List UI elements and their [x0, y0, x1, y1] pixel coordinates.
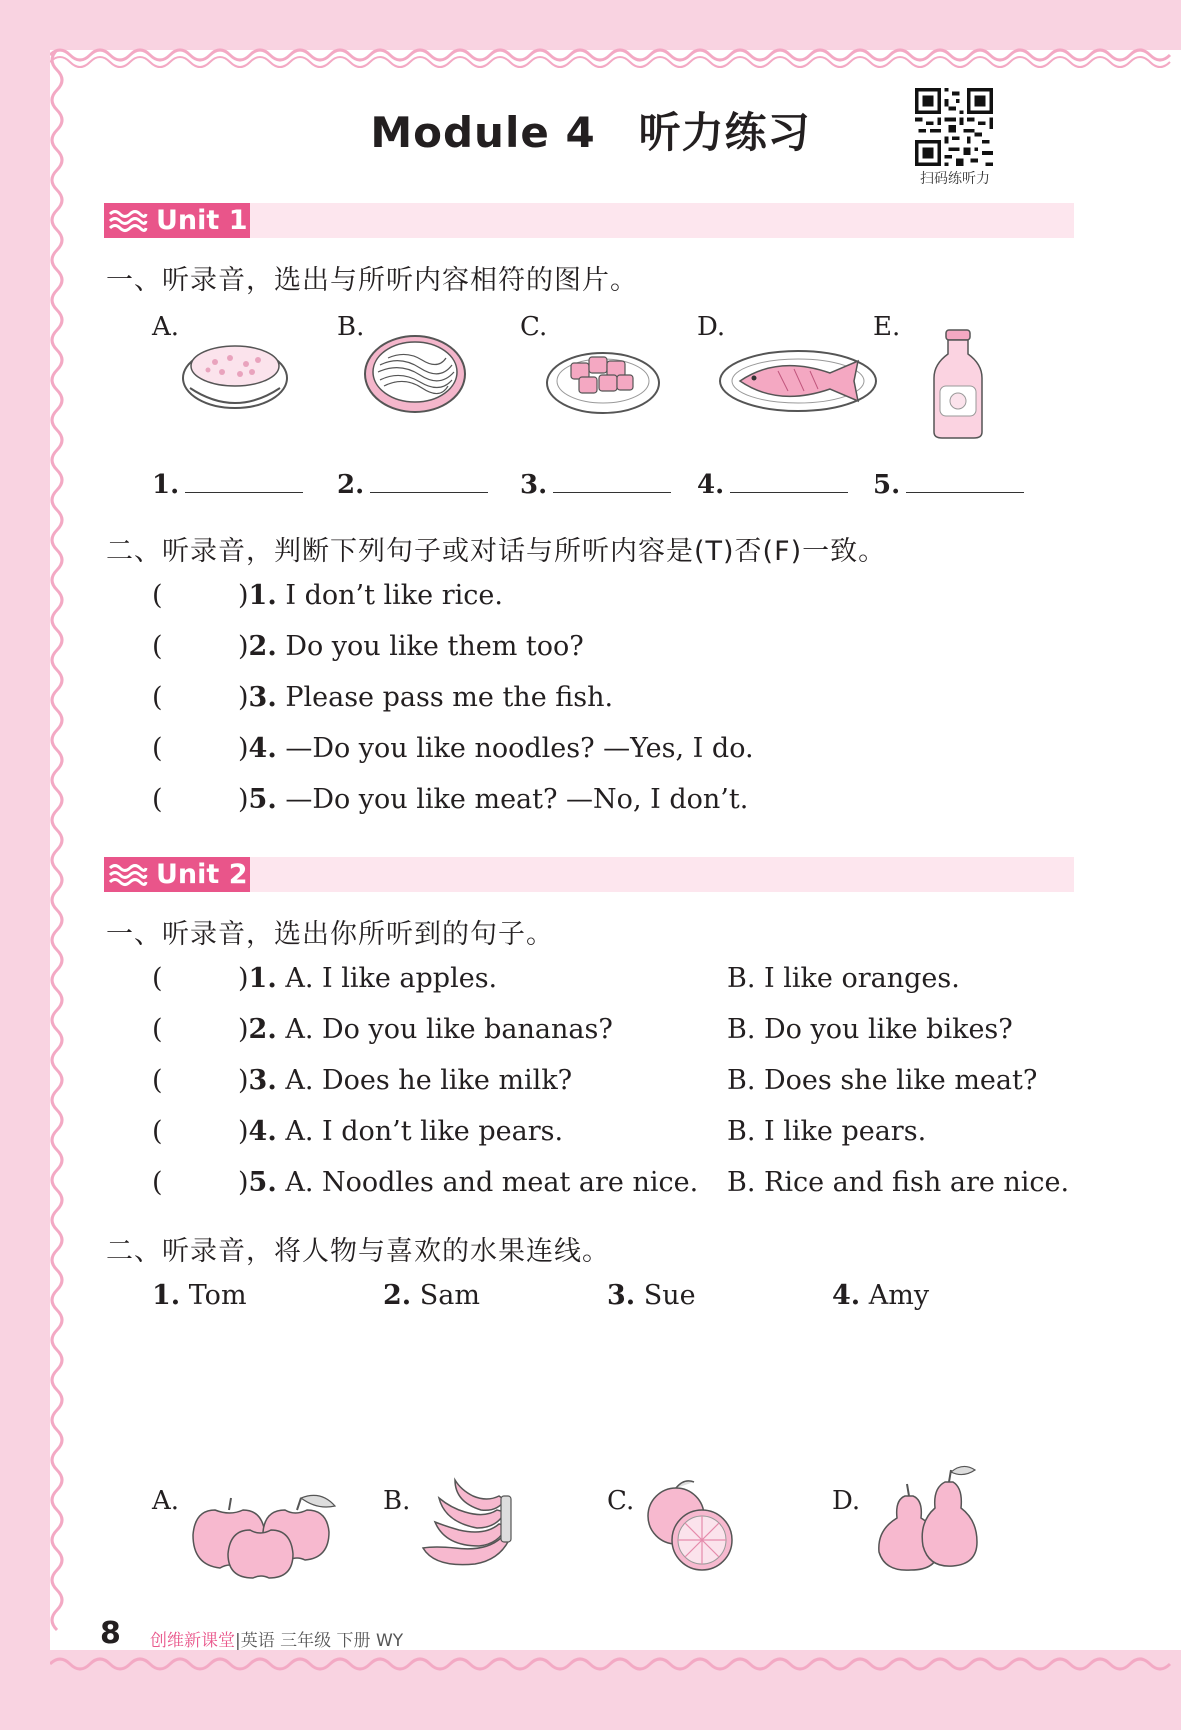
person-label[interactable]: 2. Sam [383, 1280, 480, 1311]
answer-paren[interactable]: ( [152, 733, 163, 764]
tf-item: ( )3. Please pass me the fish. [152, 682, 614, 713]
answer-paren[interactable]: ( [152, 963, 163, 994]
answer-paren[interactable]: ( [152, 1014, 163, 1045]
blank-line[interactable] [906, 472, 1024, 493]
choice-a: A. I like apples. [276, 963, 498, 994]
page-number: 8 [100, 1616, 121, 1651]
item-text: —Do you like meat? —No, I don’t. [276, 784, 749, 815]
apples-icon[interactable] [185, 1470, 345, 1580]
blank-line[interactable] [553, 472, 671, 493]
choice-b: B. Rice and fish are nice. [727, 1167, 1070, 1198]
unit1-part2-heading: 二、听录音，判断下列句子或对话与所听内容是(T)否(F)一致。 [106, 536, 887, 567]
answer-blank[interactable] [697, 470, 848, 500]
milk-bottle-icon [930, 328, 986, 440]
footer-info [150, 1626, 403, 1651]
unit2-label: Unit 2 [156, 859, 248, 890]
choice-a: A. Does he like milk? [276, 1065, 573, 1096]
tf-item: ( )2. Do you like them too? [152, 631, 584, 662]
choice-item: ( )3. A. Does he like milk? [152, 1065, 573, 1096]
item-text: —Do you like noodles? —Yes, I do. [276, 733, 754, 764]
answer-paren[interactable]: ( [152, 1167, 163, 1198]
choice-b: B. Do you like bikes? [727, 1014, 1013, 1045]
blank-number: 2. [337, 470, 365, 500]
unit1-part1-heading: 一、听录音，选出与所听内容相符的图片。 [106, 265, 638, 296]
fruit-option-label: A. [152, 1486, 180, 1516]
option-label: A. [152, 312, 180, 342]
blank-line[interactable] [730, 472, 848, 493]
answer-blank[interactable] [873, 470, 1024, 500]
unit1-tag [104, 203, 250, 238]
choice-item: ( )2. A. Do you like bananas? [152, 1014, 613, 1045]
wavy-border-top [50, 40, 1181, 70]
blank-number: 1. [152, 470, 180, 500]
answer-paren[interactable]: ( [152, 1065, 163, 1096]
option-label: C. [520, 312, 548, 342]
oranges-icon[interactable] [640, 1468, 740, 1578]
choice-item: ( )1. A. I like apples. [152, 963, 498, 994]
bananas-icon[interactable] [415, 1468, 515, 1578]
brand-name: 创维新课堂 [150, 1631, 235, 1651]
unit2-part2-heading: 二、听录音，将人物与喜欢的水果连线。 [106, 1236, 610, 1267]
blank-line[interactable] [370, 472, 488, 493]
blank-number: 3. [520, 470, 548, 500]
wavy-border-bottom [50, 1652, 1181, 1676]
choice-b: B. I like pears. [727, 1116, 927, 1147]
unit2-part1-heading: 一、听录音，选出你所听到的句子。 [106, 919, 554, 950]
waves-icon [108, 208, 148, 234]
rice-bowl-icon [180, 330, 290, 420]
qr-label: 扫码练听力 [920, 171, 990, 187]
option-label: E. [873, 312, 901, 342]
person-label[interactable]: 4. Amy [832, 1280, 930, 1311]
choice-a: A. I don’t like pears. [276, 1116, 564, 1147]
choice-a: A. Noodles and meat are nice. [276, 1167, 699, 1198]
item-text: I don’t like rice. [276, 580, 503, 611]
item-text: Please pass me the fish. [276, 682, 614, 713]
person-label[interactable]: 3. Sue [607, 1280, 696, 1311]
answer-paren[interactable]: ( [152, 580, 163, 611]
choice-item: ( )5. A. Noodles and meat are nice. [152, 1167, 699, 1198]
unit2-tag [104, 857, 250, 892]
choice-b: B. Does she like meat? [727, 1065, 1038, 1096]
fruit-option-label: B. [383, 1486, 411, 1516]
answer-paren[interactable]: ( [152, 682, 163, 713]
tf-item: ( )4. —Do you like noodles? —Yes, I do. [152, 733, 754, 764]
blank-number: 5. [873, 470, 901, 500]
tf-item: ( )1. I don’t like rice. [152, 580, 503, 611]
choice-a: A. Do you like bananas? [276, 1014, 613, 1045]
answer-paren[interactable]: ( [152, 784, 163, 815]
answer-blank[interactable] [152, 470, 303, 500]
wavy-border-left [42, 50, 72, 1650]
answer-paren[interactable]: ( [152, 631, 163, 662]
blank-line[interactable] [185, 472, 303, 493]
unit1-label: Unit 1 [156, 205, 248, 236]
option-label: D. [697, 312, 726, 342]
tf-item: ( )5. —Do you like meat? —No, I don’t. [152, 784, 749, 815]
option-label: B. [337, 312, 365, 342]
waves-icon [108, 862, 148, 888]
qr-code-icon[interactable] [915, 88, 993, 166]
book-info: |英语 三年级 下册 WY [235, 1631, 404, 1651]
answer-blank[interactable] [337, 470, 488, 500]
page-title: Module 4 听力练习 [370, 108, 811, 157]
person-label[interactable]: 1. Tom [152, 1280, 247, 1311]
unit2-bar [104, 857, 1074, 892]
fish-plate-icon [718, 345, 878, 415]
fruit-option-label: C. [607, 1486, 635, 1516]
choice-b: B. I like oranges. [727, 963, 960, 994]
fruit-option-label: D. [832, 1486, 861, 1516]
pears-icon[interactable] [865, 1460, 985, 1575]
unit1-bar [104, 203, 1074, 238]
choice-item: ( )4. A. I don’t like pears. [152, 1116, 564, 1147]
answer-blank[interactable] [520, 470, 671, 500]
answer-paren[interactable]: ( [152, 1116, 163, 1147]
blank-number: 4. [697, 470, 725, 500]
item-text: Do you like them too? [276, 631, 584, 662]
noodles-bowl-icon [360, 330, 470, 420]
meat-plate-icon [543, 335, 663, 420]
